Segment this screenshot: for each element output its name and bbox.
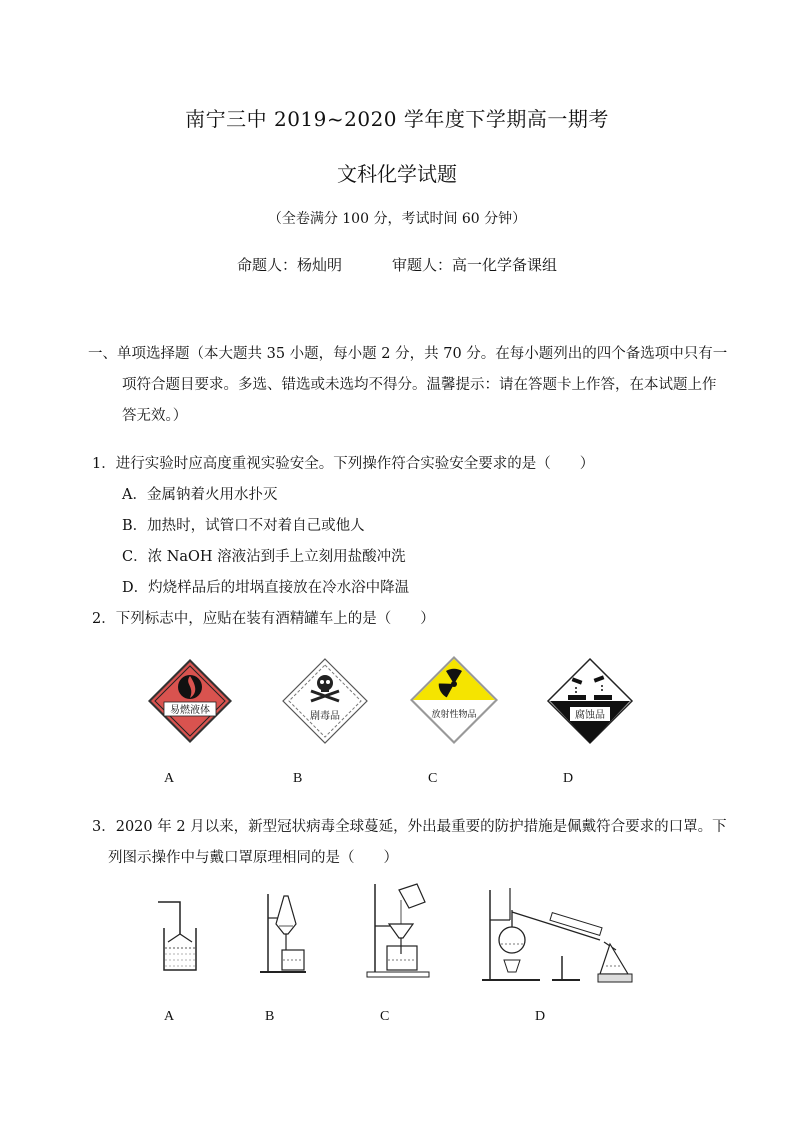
q2-stem: 2．下列标志中，应贴在装有酒精罐车上的是（ ） — [92, 611, 435, 627]
q1-option-b: B．加热时，试管口不对着自己或他人 — [122, 518, 365, 534]
q3-stem-line-1: 3．2020 年 2 月以来，新型冠状病毒全球蔓延，外出最重要的防护措施是佩戴符合要求的口罩。下 — [92, 819, 727, 835]
q2-label-b: B — [293, 771, 303, 786]
apparatus-d-icon — [480, 880, 640, 984]
setter: 命题人：杨灿明 — [236, 256, 342, 274]
apparatus-c-icon — [365, 880, 431, 978]
sign-d-text: 腐蚀品 — [575, 710, 605, 721]
section-instructions — [88, 339, 728, 432]
q3-label-d: D — [535, 1009, 546, 1024]
q1-option-d: D．灼烧样品后的坩埚直接放在冷水浴中降温 — [122, 580, 410, 596]
flammable-fill — [151, 662, 229, 740]
radioactive-sign — [409, 655, 499, 745]
reviewer: 审题人：高一化学备课组 — [392, 256, 558, 274]
q3-label-b: B — [265, 1009, 275, 1024]
q3-label-a: A — [164, 1009, 175, 1024]
apparatus-b-icon — [258, 890, 308, 976]
q2-label-c: C — [428, 771, 438, 786]
toxic-sign — [281, 657, 369, 745]
q1-option-c: C．浓 NaOH 溶液沾到手上立刻用盐酸冲洗 — [122, 549, 406, 565]
authors-line — [0, 254, 794, 275]
q1-stem: 1．进行实验时应高度重视实验安全。下列操作符合实验安全要求的是（ ） — [92, 456, 595, 472]
q1-option-a: A．金属钠着火用水扑灭 — [122, 487, 278, 503]
section-line-3: 答无效。） — [122, 408, 188, 424]
page-subtitle: 文科化学试题 — [337, 162, 457, 186]
exam-note: （全卷满分 100 分，考试时间 60 分钟） — [267, 211, 527, 227]
corrosive-sign — [546, 657, 634, 745]
page-title: 南宁三中 2019~2020 学年度下学期高一期考 — [185, 107, 609, 131]
q2-label-d: D — [563, 771, 574, 786]
flammable-liquid-sign — [146, 657, 234, 745]
sign-a-text: 易燃液体 — [170, 705, 210, 716]
q3-label-c: C — [380, 1009, 390, 1024]
q3-stem-line-2: 列图示操作中与戴口罩原理相同的是（ ） — [108, 850, 398, 866]
sign-c-text: 放射性物品 — [431, 710, 477, 720]
q2-label-a: A — [164, 771, 175, 786]
apparatus-a-icon — [152, 898, 200, 974]
section-line-1: 一、单项选择题（本大题共 35 小题，每小题 2 分，共 70 分。在每小题列出的四个备选项中只有一 — [88, 346, 728, 362]
sign-b-text: 剧毒品 — [310, 711, 340, 722]
section-line-2: 项符合题目要求。多选、错选或未选均不得分。温馨提示：请在答题卡上作答，在本试题上作 — [122, 377, 717, 393]
